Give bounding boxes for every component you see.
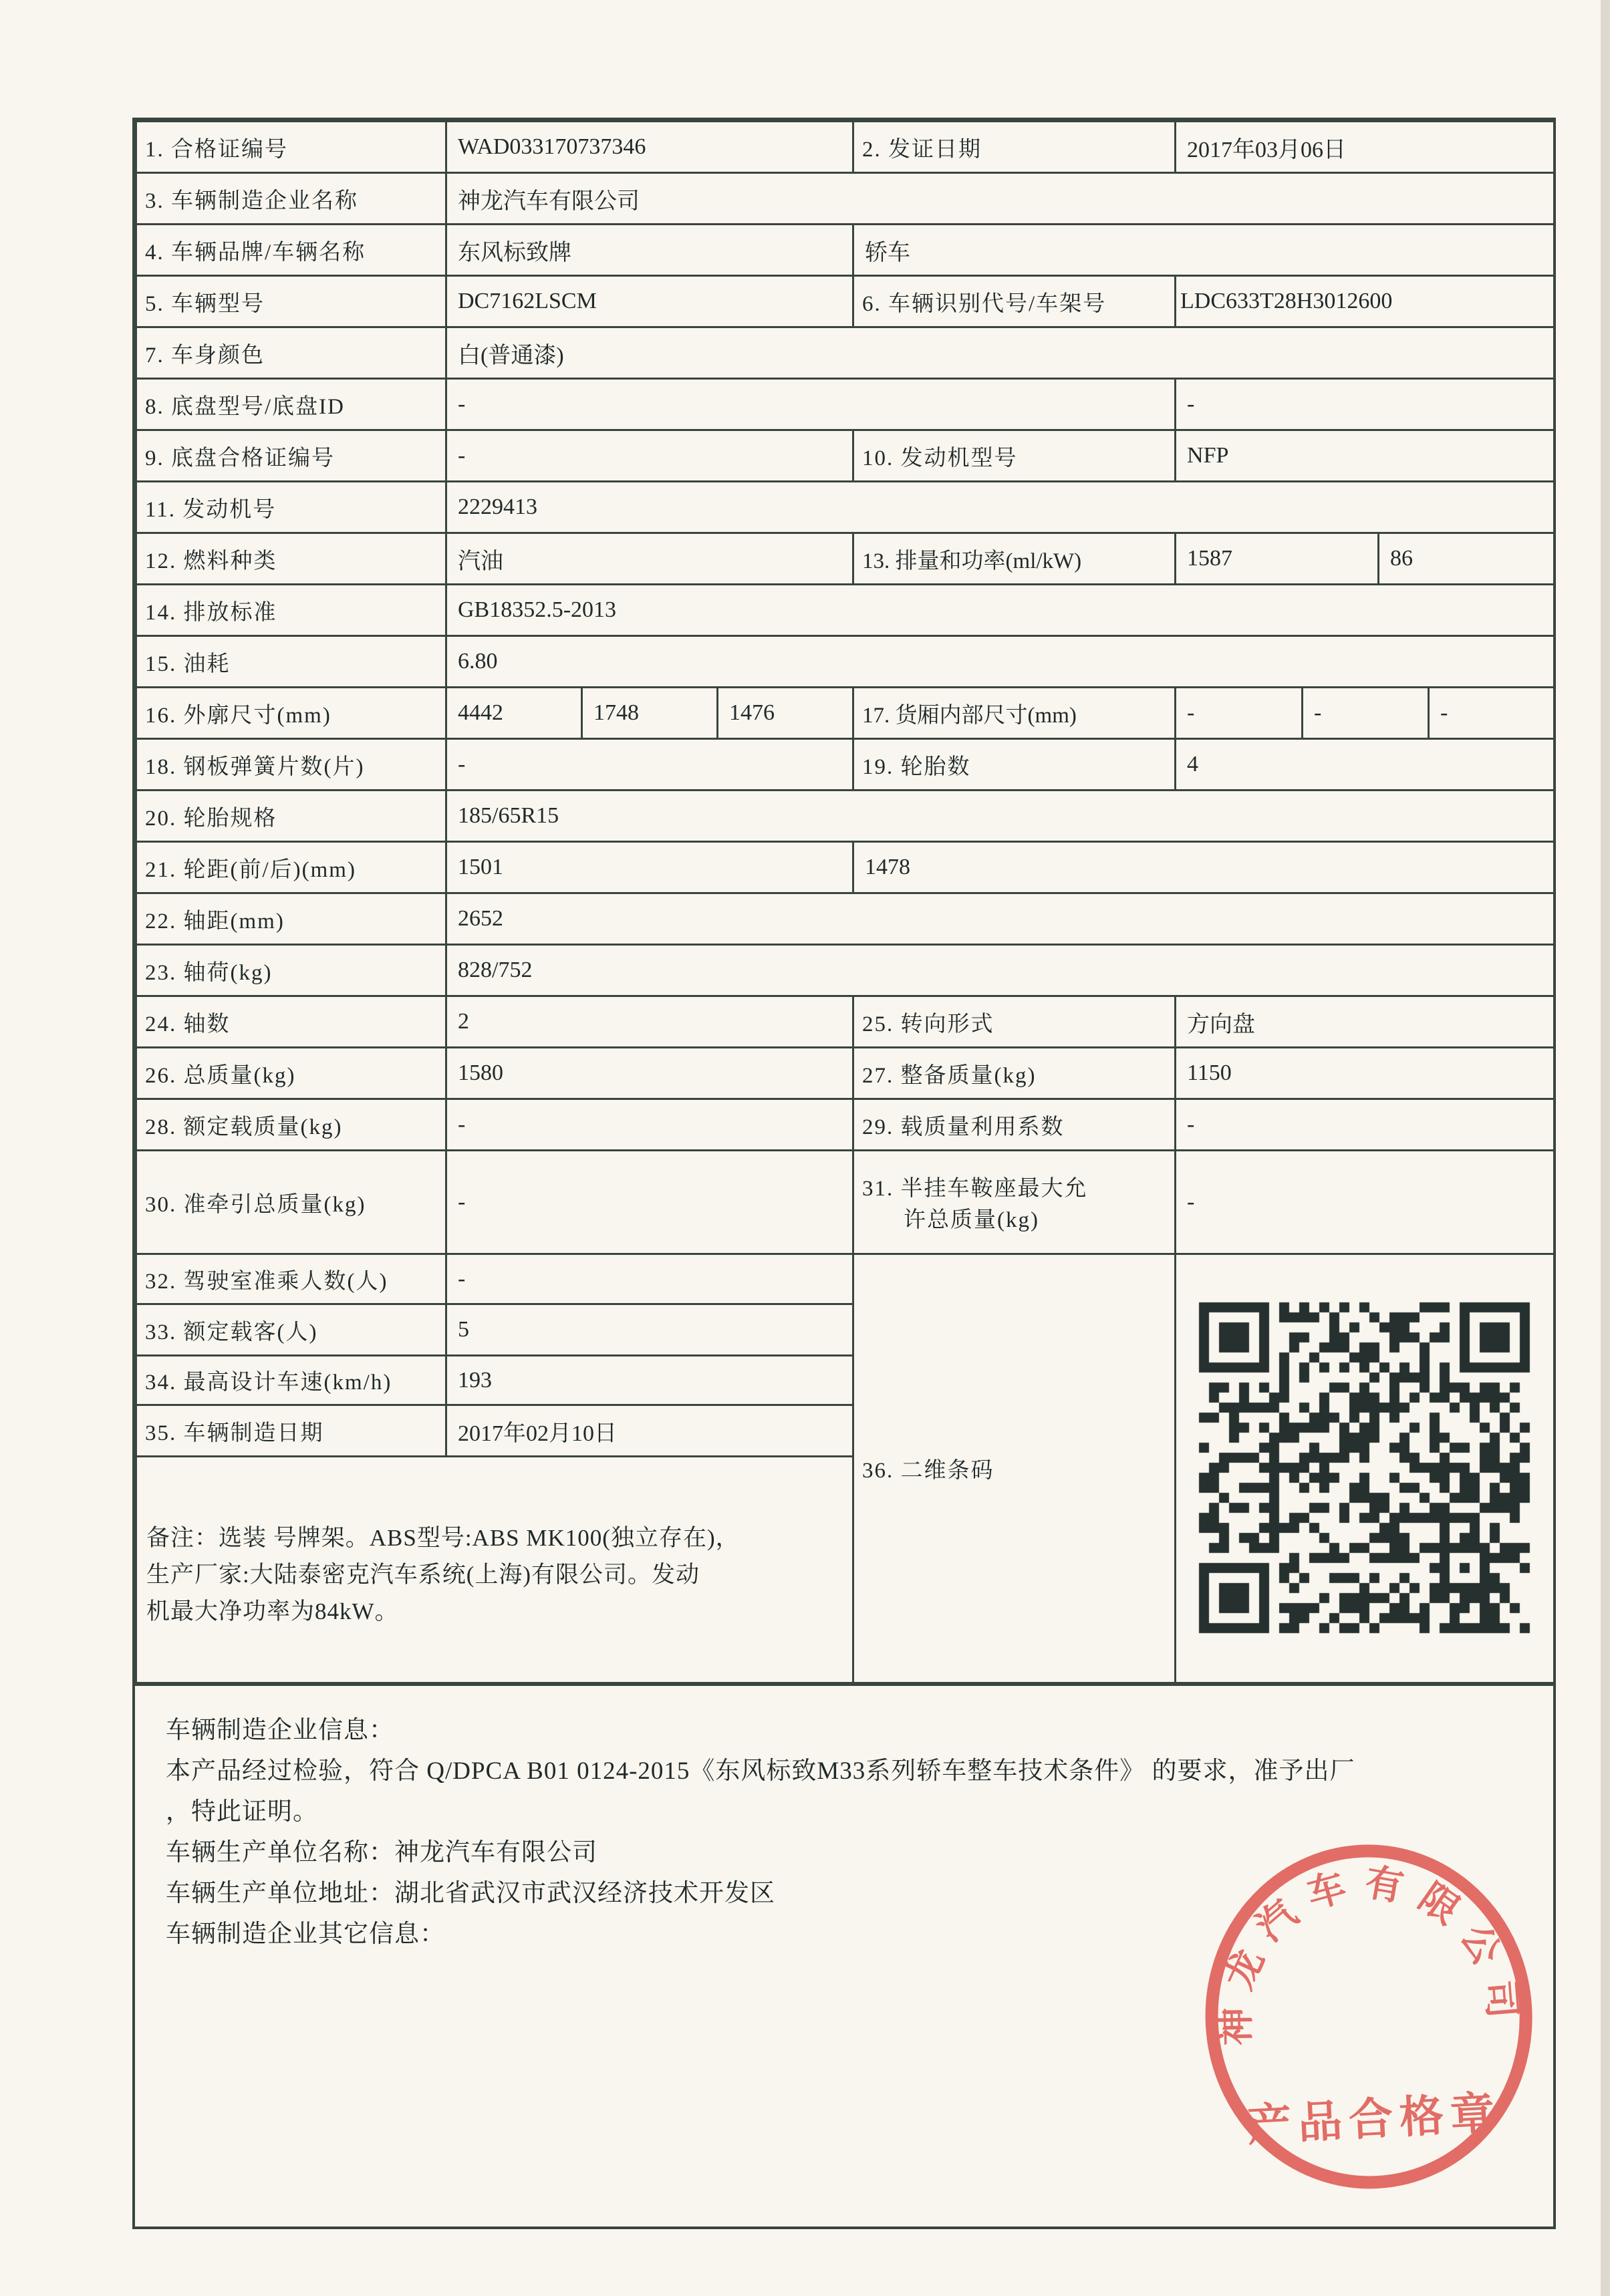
field-20-label: 20. 轮胎规格 (136, 791, 446, 842)
field-24-label: 24. 轴数 (136, 996, 446, 1048)
field-5-value: DC7162LSCM (446, 276, 853, 327)
table-row (136, 482, 1555, 533)
field-6-label: 6. 车辆识别代号/车架号 (853, 276, 1176, 327)
field-19-label: 19. 轮胎数 (853, 739, 1176, 791)
remark-line3: 机最大净功率为84kW。 (146, 1598, 399, 1625)
field-10-value: NFP (1176, 430, 1555, 482)
table-row (136, 636, 1555, 688)
field-16-value-length: 4442 (446, 688, 582, 739)
field-14-value: GB18352.5-2013 (446, 585, 1555, 636)
table-row (136, 327, 1555, 379)
field-2-value: 2017年03月06日 (1176, 122, 1555, 173)
company-stamp (1202, 1842, 1536, 2189)
field-29-label: 29. 载质量利用系数 (853, 1099, 1176, 1151)
field-34-value: 193 (446, 1356, 853, 1405)
field-17-value-2: - (1303, 688, 1429, 739)
field-22-value: 2652 (446, 893, 1555, 945)
field-16-value-height: 1476 (718, 688, 853, 739)
table-row (136, 585, 1555, 636)
field-11-label: 11. 发动机号 (136, 482, 446, 533)
table-row (136, 1099, 1555, 1151)
field-27-label: 27. 整备质量(kg) (853, 1048, 1176, 1099)
table-row (136, 122, 1555, 173)
field-5-label: 5. 车辆型号 (136, 276, 446, 327)
table-row (136, 1048, 1555, 1099)
scanner-edge-shadow (1601, 0, 1610, 2296)
field-16-value-width: 1748 (582, 688, 718, 739)
field-17-label: 17. 货厢内部尺寸(mm) (853, 688, 1176, 739)
field-17-value-3: - (1429, 688, 1555, 739)
field-35-value: 2017年02月10日 (446, 1405, 853, 1457)
field-1-value: WAD033170737346 (446, 122, 853, 173)
field-30-value: - (446, 1151, 853, 1254)
field-32-label: 32. 驾驶室准乘人数(人) (136, 1254, 446, 1304)
remark-line2: 生产厂家:大陆泰密克汽车系统(上海)有限公司。发动 (146, 1562, 700, 1588)
remark-cell (136, 1457, 853, 1684)
footer-producer-address: 车辆生产单位地址：湖北省武汉市武汉经济技术开发区 (166, 1879, 775, 1907)
field-4-value-type: 轿车 (853, 225, 1555, 276)
qr-code-cell (1176, 1254, 1555, 1684)
field-18-label: 18. 钢板弹簧片数(片) (136, 739, 446, 791)
table-row (136, 791, 1555, 842)
field-8-value-1: - (446, 379, 1176, 430)
field-9-label: 9. 底盘合格证编号 (136, 430, 446, 482)
footer-other-info: 车辆制造企业其它信息： (166, 1920, 445, 1948)
certificate-table (135, 120, 1555, 1686)
field-11-value: 2229413 (446, 482, 1555, 533)
field-31-label-line1: 31. 半挂车鞍座最大允 (862, 1177, 1088, 1201)
footer-section-title: 车辆制造企业信息： (166, 1716, 394, 1744)
field-26-value: 1580 (446, 1048, 853, 1099)
field-8-label: 8. 底盘型号/底盘ID (136, 379, 446, 430)
field-28-label: 28. 额定载质量(kg) (136, 1099, 446, 1151)
field-15-value: 6.80 (446, 636, 1555, 688)
field-7-label: 7. 车身颜色 (136, 327, 446, 379)
field-19-value: 4 (1176, 739, 1555, 791)
field-33-label: 33. 额定载客(人) (136, 1304, 446, 1356)
field-35-label: 35. 车辆制造日期 (136, 1405, 446, 1457)
field-30-label: 30. 准牵引总质量(kg) (136, 1151, 446, 1254)
field-20-value: 185/65R15 (446, 791, 1555, 842)
field-22-label: 22. 轴距(mm) (136, 893, 446, 945)
field-4-value-brand: 东风标致牌 (446, 225, 853, 276)
table-row (136, 945, 1555, 996)
stamp-bottom-text: 产品合格章 (1246, 2088, 1502, 2151)
field-8-value-2: - (1176, 379, 1555, 430)
field-23-label: 23. 轴荷(kg) (136, 945, 446, 996)
field-32-value: - (446, 1254, 853, 1304)
field-9-value: - (446, 430, 853, 482)
field-16-label: 16. 外廓尺寸(mm) (136, 688, 446, 739)
field-10-label: 10. 发动机型号 (853, 430, 1176, 482)
field-2-label: 2. 发证日期 (853, 122, 1176, 173)
table-row (136, 276, 1555, 327)
footer-statement-line1: 本产品经过检验，符合 Q/DPCA B01 0124-2015《东风标致M33系列轿车整车技术条件》 的要求，准予出厂 (166, 1757, 1355, 1785)
field-4-label: 4. 车辆品牌/车辆名称 (136, 225, 446, 276)
field-36-label: 36. 二维条码 (853, 1254, 1176, 1684)
field-12-value: 汽油 (446, 533, 853, 585)
field-25-label: 25. 转向形式 (853, 996, 1176, 1048)
table-row (136, 688, 1555, 739)
qr-code (1194, 1298, 1535, 1638)
field-29-value: - (1176, 1099, 1555, 1151)
field-21-label: 21. 轮距(前/后)(mm) (136, 842, 446, 893)
footer-statement-line2: ，特此证明。 (166, 1798, 318, 1826)
field-7-value: 白(普通漆) (446, 327, 1555, 379)
field-18-value: - (446, 739, 853, 791)
field-31-label (853, 1151, 1176, 1254)
table-row (136, 739, 1555, 791)
table-row (136, 225, 1555, 276)
field-15-label: 15. 油耗 (136, 636, 446, 688)
field-12-label: 12. 燃料种类 (136, 533, 446, 585)
table-row (136, 1151, 1555, 1254)
table-row (136, 173, 1555, 225)
field-34-label: 34. 最高设计车速(km/h) (136, 1356, 446, 1405)
table-row (136, 430, 1555, 482)
field-26-label: 26. 总质量(kg) (136, 1048, 446, 1099)
field-33-value: 5 (446, 1304, 853, 1356)
field-13-value-power: 86 (1379, 533, 1555, 585)
field-31-value: - (1176, 1151, 1555, 1254)
field-24-value: 2 (446, 996, 853, 1048)
field-13-label: 13. 排量和功率(ml/kW) (853, 533, 1176, 585)
remark-line1: 备注：选装 号牌架。ABS型号:ABS MK100(独立存在)， (146, 1525, 740, 1552)
field-17-value-1: - (1176, 688, 1303, 739)
field-27-value: 1150 (1176, 1048, 1555, 1099)
field-21-value-front: 1501 (446, 842, 853, 893)
field-13-value-displacement: 1587 (1176, 533, 1379, 585)
table-row (136, 893, 1555, 945)
field-23-value: 828/752 (446, 945, 1555, 996)
field-14-label: 14. 排放标准 (136, 585, 446, 636)
field-25-value: 方向盘 (1176, 996, 1555, 1048)
footer-producer-name: 车辆生产单位名称：神龙汽车有限公司 (166, 1838, 597, 1866)
table-row (136, 1254, 1555, 1304)
field-6-value: LDC633T28H3012600 (1176, 276, 1555, 327)
field-31-label-line2: 许总质量(kg) (904, 1208, 1040, 1232)
table-row (136, 533, 1555, 585)
stamp-ring-text: 神龙汽车有限公司 (1214, 1861, 1524, 2046)
field-1-label: 1. 合格证编号 (136, 122, 446, 173)
field-21-value-rear: 1478 (853, 842, 1555, 893)
table-row (136, 842, 1555, 893)
table-row (136, 379, 1555, 430)
field-28-value: - (446, 1099, 853, 1151)
field-3-value: 神龙汽车有限公司 (446, 173, 1555, 225)
table-row (136, 996, 1555, 1048)
field-3-label: 3. 车辆制造企业名称 (136, 173, 446, 225)
